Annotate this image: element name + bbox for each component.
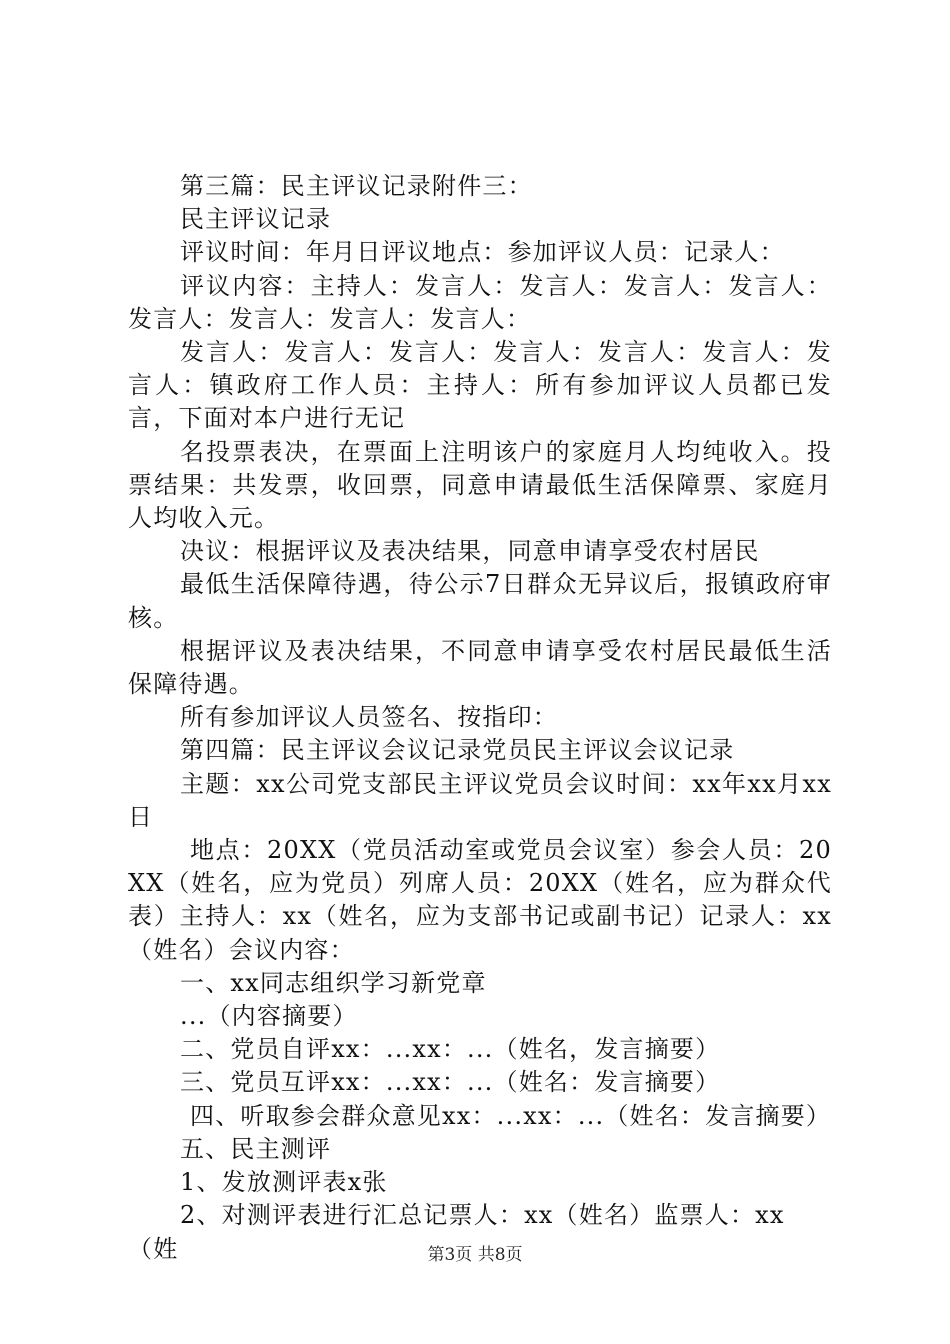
list-item: 一、xx同志组织学习新党章 <box>180 968 487 997</box>
document-body <box>128 170 832 1266</box>
section-title: 民主评议记录 <box>180 205 332 234</box>
paragraph: 评议时间：年月日评议地点：参加评议人员：记录人： <box>180 238 785 267</box>
paragraph: 决议：根据评议及表决结果，同意申请享受农村居民 <box>180 537 760 566</box>
list-item: 2、对测评表进行汇总记票人：xx（姓名）监票人：xx（姓 <box>128 1201 785 1263</box>
paragraph: 发言人：发言人：发言人：发言人：发言人：发言人：发言人：镇政府工作人员：主持人：所有参加评议人员都已发言，下面对本户进行无记 <box>128 338 832 433</box>
list-item: 1、发放测评表x张 <box>180 1168 388 1197</box>
paragraph: 地点：20XX（党员活动室或党员会议室）参会人员：20XX（姓名，应为党员）列席人员：20XX（姓名，应为群众代表）主持人：xx（姓名，应为支部书记或副书记）记录人：xx（姓名）会议内容： <box>128 836 832 964</box>
list-item: 四、听取参会群众意见xx：...xx：...（姓名：发言摘要） <box>190 1101 832 1130</box>
page-number-footer: 第3页 共8页 <box>427 1245 523 1265</box>
paragraph: 根据评议及表决结果，不同意申请享受农村居民最低生活保障待遇。 <box>128 636 832 699</box>
heading-part-four: 第四篇：民主评议会议记录党员民主评议会议记录 <box>180 736 735 765</box>
paragraph: 评议内容：主持人：发言人：发言人：发言人：发言人：发言人：发言人：发言人：发言人： <box>128 271 832 333</box>
paragraph: 最低生活保障待遇，待公示7日群众无异议后，报镇政府审核。 <box>128 570 832 632</box>
heading-part-three: 第三篇：民主评议记录附件三： <box>180 172 533 200</box>
list-item: 三、党员互评xx：...xx：...（姓名：发言摘要） <box>180 1068 721 1097</box>
paragraph: 主题：xx公司党支部民主评议党员会议时间：xx年xx月xx日 <box>128 769 832 831</box>
list-item: ...（内容摘要） <box>180 1002 358 1031</box>
list-item: 二、党员自评xx：...xx：...（姓名，发言摘要） <box>180 1035 721 1064</box>
paragraph: 名投票表决，在票面上注明该户的家庭月人均纯收入。投票结果：共发票，收回票，同意申请最低生活保障票、家庭月人均收入元。 <box>128 437 832 533</box>
list-item: 五、民主测评 <box>180 1134 332 1163</box>
paragraph: 所有参加评议人员签名、按指印： <box>180 703 558 732</box>
